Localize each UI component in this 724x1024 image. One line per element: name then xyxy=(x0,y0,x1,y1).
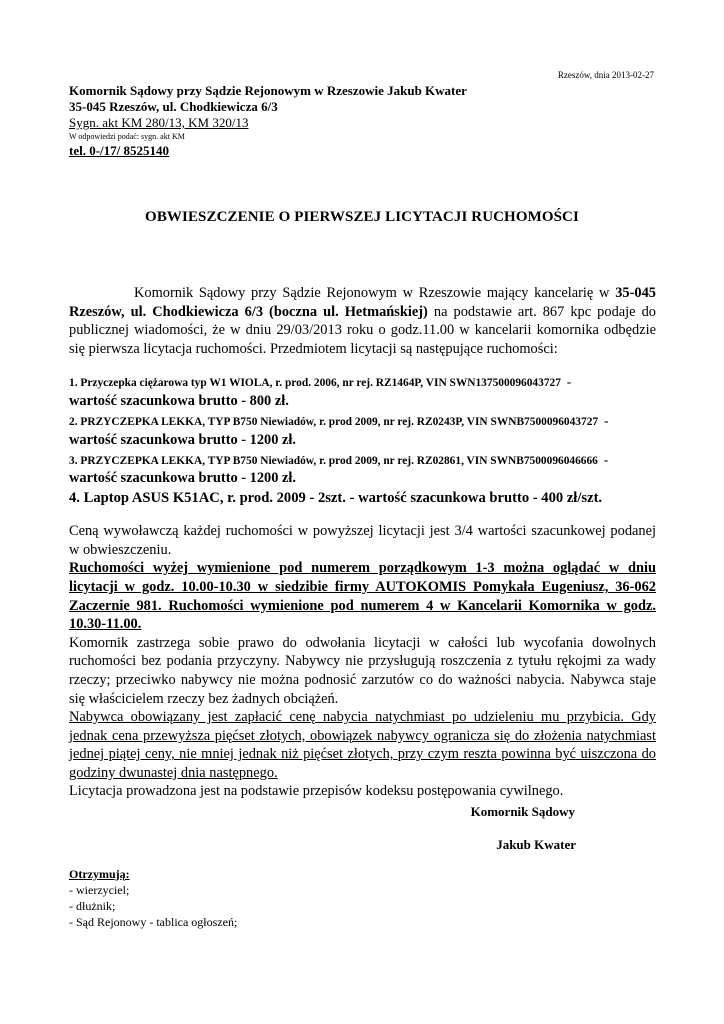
viewing-paragraph: Ruchomości wyżej wymienione pod numerem porządkowym 1-3 można oglądać w dniu licytacji w godz. 10.00-10.30 w siedzibie firmy AUTOKOMIS Pomykała Eugeniusz, 36-062 Zaczernie 981. Ruchomości wymienione pod numerem 4 w Kancelarii Komornika w godz. 10.30-11.00. xyxy=(69,560,656,633)
reserve-paragraph: Komornik zastrzega sobie prawo do odwołania licytacji w całości lub wycofania dowolnych ruchomości bez podania przyczyny. Nabywcy nie przysługują roszczenia z tytułu rękojmi za wady rzeczy; przeciwko nabywcy nie można podnosić zarzutów co do ważności nabycia. Nabywca staje się właścicielem rzeczy bez żadnych obciążeń. xyxy=(69,634,656,707)
item-value: wartość szacunkowa brutto - 800 zł. xyxy=(69,392,289,409)
signature-role: Komornik Sądowy xyxy=(470,804,575,819)
document-body xyxy=(69,284,656,801)
list-item xyxy=(69,451,656,488)
list-item: - wierzyciel; xyxy=(69,883,130,897)
items-list xyxy=(69,373,656,508)
item-title: 1. Przyczepka ciężarowa typ W1 WIOLA, r. prod. 2006, nr rej. RZ1464P, VIN SWN137500096043727 xyxy=(69,377,561,390)
item-dash: - xyxy=(603,451,609,467)
item-dash: - xyxy=(566,374,572,390)
item-dash: - xyxy=(604,412,609,428)
recipients-title: Otrzymują: xyxy=(69,867,130,881)
item-value: wartość szacunkowa brutto - 1200 zł. xyxy=(69,431,297,448)
office-address: 35-045 Rzeszów, ul. Chodkiewicza 6/3 xyxy=(69,99,278,114)
list-item xyxy=(69,373,656,410)
office-name: Komornik Sądowy przy Sądzie Rejonowym w Rzeszowie Jakub Kwater xyxy=(69,83,467,98)
document-date: Rzeszów, dnia 2013-02-27 xyxy=(557,70,654,80)
office-phone: tel. 0-/17/ 8525140 xyxy=(69,143,170,158)
basis-paragraph: Licytacja prowadzona jest na podstawie przepisów kodeksu postępowania cywilnego. xyxy=(69,783,564,800)
item-laptop: 4. Laptop ASUS K51AC, r. prod. 2009 - 2szt. - wartość szacunkowa brutto - 400 zł/szt. xyxy=(69,490,603,507)
item-title: 2. PRZYCZEPKA LEKKA, TYP B750 Niewiadów, r. prod 2009, nr rej. RZ0243P, VIN SWNB7500096043727 xyxy=(69,415,599,428)
payment-paragraph: Nabywca obowiązany jest zapłacić cenę nabycia natychmiast po udzieleniu mu przybicia. Gdy jednak cena przewyższa pięćset złotych, obowiązek nabywcy ogranicza się do złożenia natychmiast jednej piątej ceny, nie mniej jednak niż pięćset złotych, przy czym reszta powinna być uiszczona do godziny dwunastej dnia następnego. xyxy=(69,709,656,781)
recipients xyxy=(69,866,237,930)
reply-note: W odpowiedzi podać: sygn. akt KM xyxy=(69,132,185,141)
intro-paragraph xyxy=(69,284,656,358)
intro-address: 35-045 Rzeszów, ul. Chodkiewicza 6/3 (boczna ul. Hetmańskiej) xyxy=(69,285,656,320)
list-item: - dłużnik; xyxy=(69,899,116,913)
price-paragraph: Ceną wywoławczą każdej ruchomości w powyższej licytacji jest 3/4 wartości szacunkowej podanej w obwieszczeniu. xyxy=(69,523,656,558)
list-item xyxy=(69,412,656,449)
intro-text: Komornik Sądowy przy Sądzie Rejonowym w Rzeszowie mający kancelarię w xyxy=(134,285,616,301)
letterhead xyxy=(69,83,669,159)
intro-text-2: na podstawie art. 867 kpc podaje do publicznej wiadomości, że w dniu 29/03/2013 roku o godz.11.00 w kancelarii komornika odbędzie się pierwsza licytacja ruchomości. Przedmiotem licytacji są następujące ruchomości: xyxy=(69,303,656,357)
item-value: wartość szacunkowa brutto - 1200 zł. xyxy=(69,470,297,487)
signature-name: Jakub Kwater xyxy=(496,837,576,852)
item-title: 3. PRZYCZEPKA LEKKA, TYP B750 Niewiadów, r. prod 2009, nr rej. RZ02861, VIN SWNB7500096046666 xyxy=(69,454,598,467)
case-reference: Sygn. akt KM 280/13, KM 320/13 xyxy=(69,115,249,130)
document-title: OBWIESZCZENIE O PIERWSZEJ LICYTACJI RUCHOMOŚCI xyxy=(145,209,579,225)
list-item: - Sąd Rejonowy - tablica ogłoszeń; xyxy=(69,915,238,929)
